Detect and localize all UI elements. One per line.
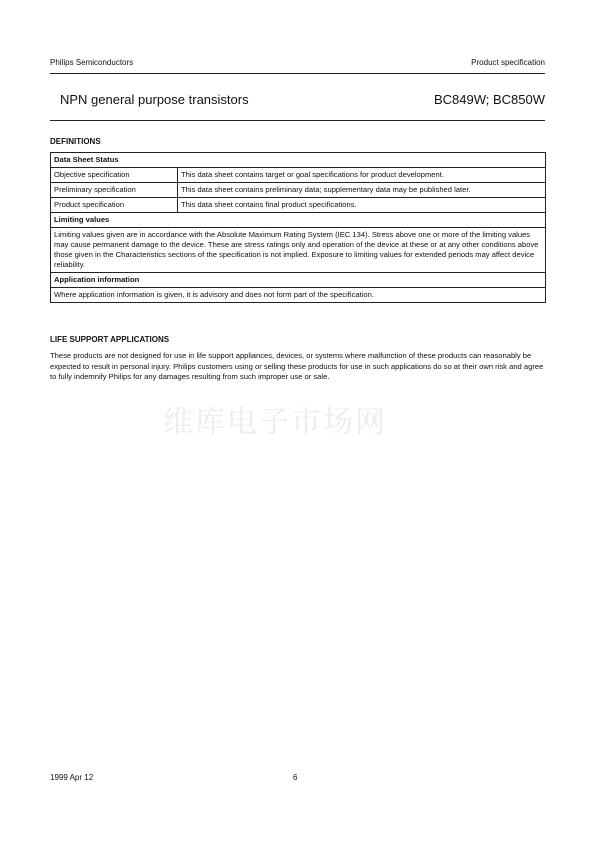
table-row — [51, 198, 546, 213]
status-description: This data sheet contains preliminary data; supplementary data may be published later. — [178, 183, 546, 198]
header-divider — [50, 73, 545, 74]
table-row — [51, 168, 546, 183]
table-row — [51, 273, 546, 288]
table-row — [51, 228, 546, 273]
document-title: NPN general purpose transistors — [60, 92, 249, 107]
application-information-heading: Application information — [51, 273, 546, 288]
status-label: Product specification — [51, 198, 178, 213]
status-description: This data sheet contains final product specifications. — [178, 198, 546, 213]
table-row — [51, 153, 546, 168]
part-numbers: BC849W; BC850W — [433, 92, 545, 107]
watermark: 维库电子市场网 — [163, 405, 387, 440]
header-doc-type: Product specification — [471, 58, 545, 67]
application-information-text: Where application information is given, it is advisory and does not form part of the specification. — [51, 288, 546, 303]
definitions-heading: DEFINITIONS — [50, 137, 101, 146]
status-label: Preliminary specification — [51, 183, 178, 198]
definitions-table — [50, 152, 546, 303]
page-number: 6 — [293, 773, 298, 782]
status-label: Objective specification — [51, 168, 178, 183]
table-row — [51, 288, 546, 303]
footer-date: 1999 Apr 12 — [50, 773, 94, 782]
table-row — [51, 183, 546, 198]
limiting-values-text: Limiting values given are in accordance with the Absolute Maximum Rating System (IEC 134). Stress above one or more of the limiting values may cause permanent damage to the device. These are stress ratings only and operation of the device at these or at any other conditions above those given in the Characteristics sections of the specification is not implied. Exposure to limiting values for extended periods may affect device reliability. — [51, 228, 546, 273]
status-description: This data sheet contains target or goal specifications for product development. — [178, 168, 546, 183]
header-company: Philips Semiconductors — [50, 58, 134, 67]
title-divider — [50, 120, 545, 121]
life-support-heading: LIFE SUPPORT APPLICATIONS — [50, 335, 170, 344]
limiting-values-heading: Limiting values — [51, 213, 546, 228]
data-sheet-status-heading: Data Sheet Status — [51, 153, 546, 168]
life-support-text: These products are not designed for use in life support appliances, devices, or systems where malfunction of these products can reasonably be expected to result in personal injury. Philips customers using or selling these products for use in such applications do so at their own risk and agree to fully indemnify Philips for any damages resulting from such improper use or sale. — [50, 351, 544, 381]
table-row — [51, 213, 546, 228]
